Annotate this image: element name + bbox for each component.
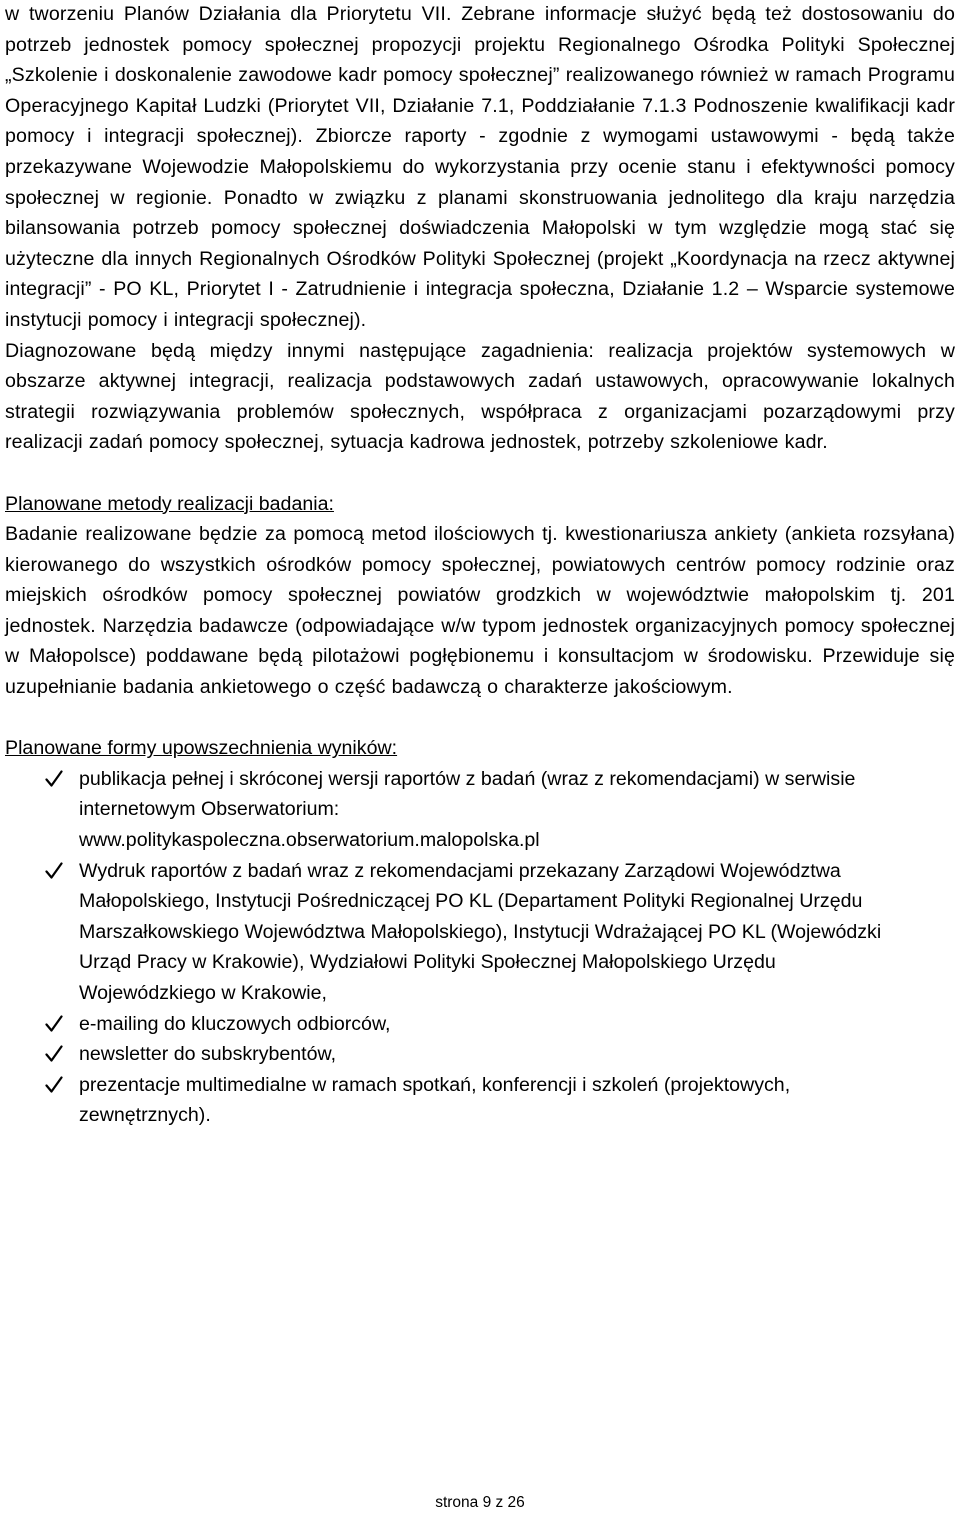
checkmark-icon bbox=[45, 862, 63, 880]
list-item-text: newsletter do subskrybentów, bbox=[79, 1043, 337, 1066]
observatory-url: www.politykaspoleczna.obserwatorium.malopolska.pl bbox=[79, 829, 540, 852]
dissemination-heading: Planowane formy upowszechnienia wyników: bbox=[5, 737, 398, 760]
list-item bbox=[5, 764, 955, 856]
methods-paragraph: Badanie realizowane będzie za pomocą metod ilościowych tj. kwestionariusza ankiety (ankieta rozsyłana) kierowanego do wszystkich ośrodków pomocy społecznej, powiatowych centrów pomocy rodzinie oraz miejskich ośrodków pomocy społecznej powiatów grodzkich w województwie małopolskim tj. 201 jednostek. Narzędzia badawcze (odpowiadające w/w typom jednostek organizacyjnych pomocy społecznej w Małopolsce) poddawane będą pilotażowi pogłębionemu i konsultacjom w środowisku. Przewiduje się uzupełnianie badania ankietowego o część badawczą o charakterze jakościowym. bbox=[5, 523, 955, 699]
spacer bbox=[5, 458, 955, 489]
body-paragraph-2: Diagnozowane będą między innymi następujące zagadnienia: realizacja projektów systemowych w obszarze aktywnej integracji, realizacja podstawowych zadań ustawowych, opracowywanie lokalnych strategii rozwiązywania problemów społecznych, współpraca z organizacjami pozarządowymi przy realizacji zadań pomocy społecznej, sytuacja kadrowa jednostek, potrzeby szkoleniowe kadr. bbox=[5, 339, 955, 454]
list-item bbox=[5, 1009, 955, 1040]
checkmark-icon bbox=[45, 1045, 63, 1063]
page-footer bbox=[0, 1494, 960, 1512]
body-paragraph-1: w tworzeniu Planów Działania dla Priorytetu VII. Zebrane informacje służyć będą też dostosowaniu do potrzeb jednostek pomocy społecznej propozycji projektu Regionalnego Ośrodka Polityki Społecznej „Szkolenie i doskonalenie zawodowe kadr pomocy społecznej” realizowanego również w ramach Programu Operacyjnego Kapitał Ludzki (Priorytet VII, Działanie 7.1, Poddziałanie 7.1.3 Podnoszenie kwalifikacji kadr pomocy i integracji społecznej). Zbiorcze raporty - zgodnie z wymogami ustawowymi - będą także przekazywane Wojewodzie Małopolskiemu do wykorzystania przy ocenie stanu i efektywności pomocy społecznej w regionie. Ponadto w związku z planami skonstruowania jednolitego dla kraju narzędzia bilansowania potrzeb pomocy społecznej doświadczenia Małopolski w tym względzie mogą stać się użyteczne dla innych Regionalnych Ośrodków Polityki Społecznej (projekt „Koordynacja na rzecz aktywnej integracji” - PO KL, Priorytet I - Zatrudnienie i integracja społeczna, Działanie 1.2 – Wsparcie systemowe instytucji pomocy i integracji społecznej). bbox=[5, 3, 955, 331]
spacer bbox=[5, 703, 955, 734]
checkmark-icon bbox=[45, 770, 63, 788]
page-number: strona 9 z 26 bbox=[435, 1494, 525, 1511]
checkmark-icon bbox=[45, 1076, 63, 1094]
document-page bbox=[5, 0, 955, 1131]
list-item bbox=[5, 1039, 955, 1070]
list-item-text: e-mailing do kluczowych odbiorców, bbox=[79, 1012, 391, 1035]
list-item-text: Wydruk raportów z badań wraz z rekomendacjami przekazany Zarządowi Województwa Małopolskiego, Instytucji Pośredniczącej PO KL (Departament Polityki Regionalnej Urzędu Marszałkowskiego Województwa Małopolskiego), Instytucji Wdrażającej PO KL (Wojewódzki Urząd Pracy w Krakowie), Wydziałowi Polityki Społecznej Małopolskiego Urzędu Wojewódzkiego w Krakowie, bbox=[79, 859, 882, 1004]
methods-heading: Planowane metody realizacji badania: bbox=[5, 492, 334, 515]
dissemination-list bbox=[5, 764, 955, 1131]
list-item bbox=[5, 856, 955, 1009]
list-item-text: publikacja pełnej i skróconej wersji raportów z badań (wraz z rekomendacjami) w serwisie internetowym Obserwatorium: bbox=[79, 767, 856, 821]
list-item bbox=[5, 1070, 955, 1131]
checkmark-icon bbox=[45, 1015, 63, 1033]
list-item-text: prezentacje multimedialne w ramach spotkań, konferencji i szkoleń (projektowych, zewnętrznych). bbox=[79, 1073, 791, 1127]
